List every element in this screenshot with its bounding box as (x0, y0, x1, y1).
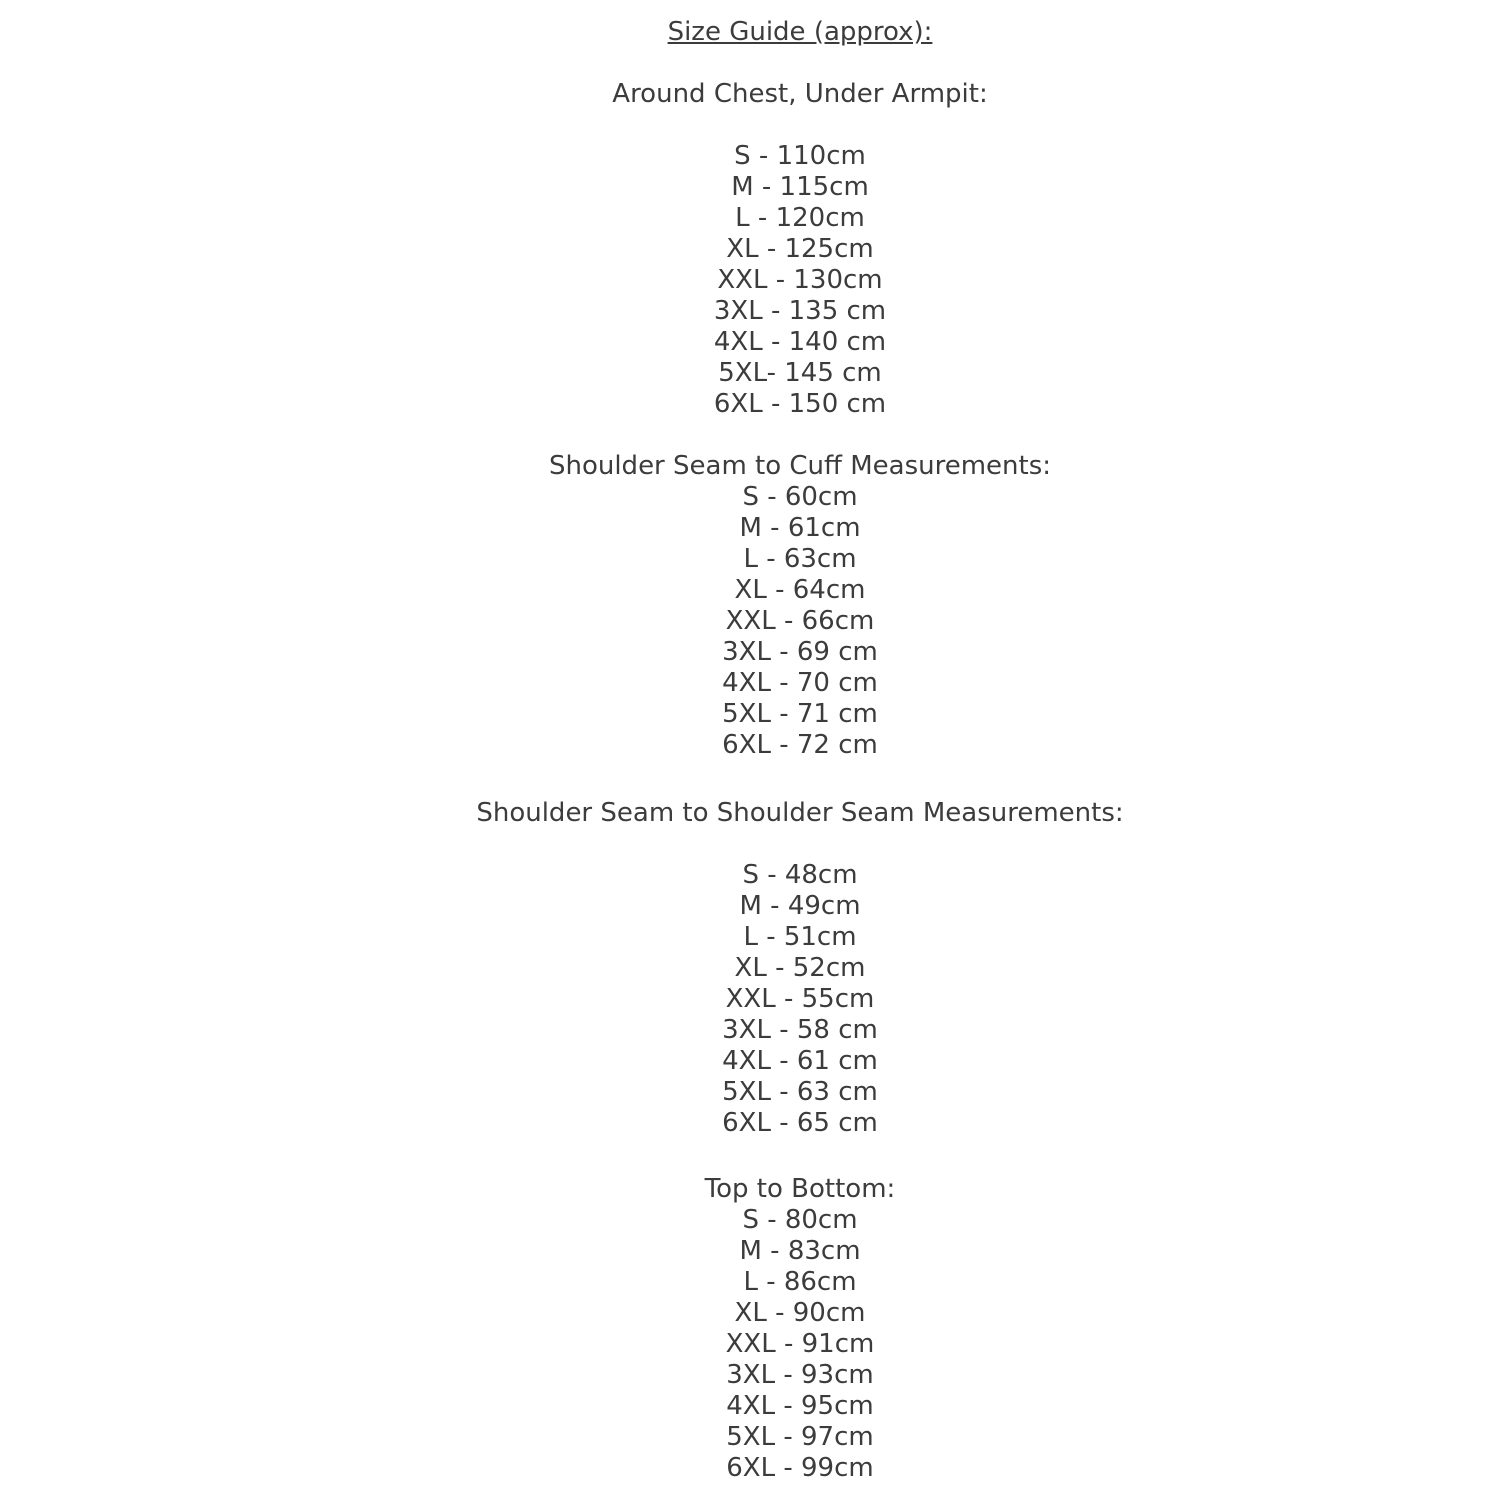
size-row: 3XL - 69 cm (722, 637, 878, 667)
size-row: XXL - 91cm (725, 1329, 875, 1359)
size-row: 5XL - 97cm (726, 1422, 874, 1452)
size-row: XXL - 55cm (725, 984, 875, 1014)
size-row: L - 120cm (735, 203, 865, 233)
size-row: 5XL - 63 cm (722, 1077, 878, 1107)
size-row: XXL - 130cm (717, 265, 883, 295)
section-heading: Around Chest, Under Armpit: (612, 79, 988, 109)
size-row: M - 61cm (739, 513, 861, 543)
section-around-chest (100, 79, 1500, 420)
size-row: XL - 64cm (734, 575, 866, 605)
page-title: Size Guide (approx): (667, 17, 933, 47)
size-row: 3XL - 93cm (726, 1360, 874, 1390)
size-row: M - 49cm (739, 891, 861, 921)
spacer (100, 48, 1500, 79)
size-row: L - 51cm (743, 922, 857, 952)
section-heading: Shoulder Seam to Shoulder Seam Measurements: (476, 798, 1124, 828)
size-row: 6XL - 150 cm (713, 389, 887, 419)
size-row: 4XL - 70 cm (722, 668, 878, 698)
size-row: S - 80cm (742, 1205, 858, 1235)
section-shoulder-to-cuff (100, 451, 1500, 761)
size-row: 3XL - 135 cm (713, 296, 887, 326)
spacer (100, 761, 1500, 792)
size-row: S - 48cm (742, 860, 858, 890)
size-guide-document (100, 0, 1500, 1484)
section-heading: Top to Bottom: (704, 1174, 896, 1204)
size-row: 5XL- 145 cm (718, 358, 882, 388)
section-heading: Shoulder Seam to Cuff Measurements: (548, 451, 1052, 481)
size-row: XXL - 66cm (725, 606, 875, 636)
spacer (100, 1139, 1500, 1170)
size-row: 4XL - 95cm (726, 1391, 874, 1421)
size-row: 4XL - 140 cm (713, 327, 887, 357)
size-row: M - 115cm (731, 172, 869, 202)
spacer (100, 829, 1500, 860)
size-row: 6XL - 65 cm (722, 1108, 878, 1138)
size-row: XL - 125cm (726, 234, 874, 264)
size-row: L - 86cm (743, 1267, 857, 1297)
size-row: 3XL - 58 cm (722, 1015, 878, 1045)
section-top-to-bottom (100, 1174, 1500, 1484)
size-row: S - 60cm (742, 482, 858, 512)
spacer (100, 420, 1500, 451)
size-row: L - 63cm (743, 544, 857, 574)
size-row: S - 110cm (734, 141, 866, 171)
section-shoulder-to-shoulder (100, 798, 1500, 1139)
size-row: 4XL - 61 cm (722, 1046, 878, 1076)
size-row: 6XL - 72 cm (722, 730, 878, 760)
spacer (100, 110, 1500, 141)
size-row: XL - 90cm (734, 1298, 866, 1328)
size-row: 6XL - 99cm (726, 1453, 874, 1483)
size-row: XL - 52cm (734, 953, 866, 983)
size-row: 5XL - 71 cm (722, 699, 878, 729)
size-row: M - 83cm (739, 1236, 861, 1266)
